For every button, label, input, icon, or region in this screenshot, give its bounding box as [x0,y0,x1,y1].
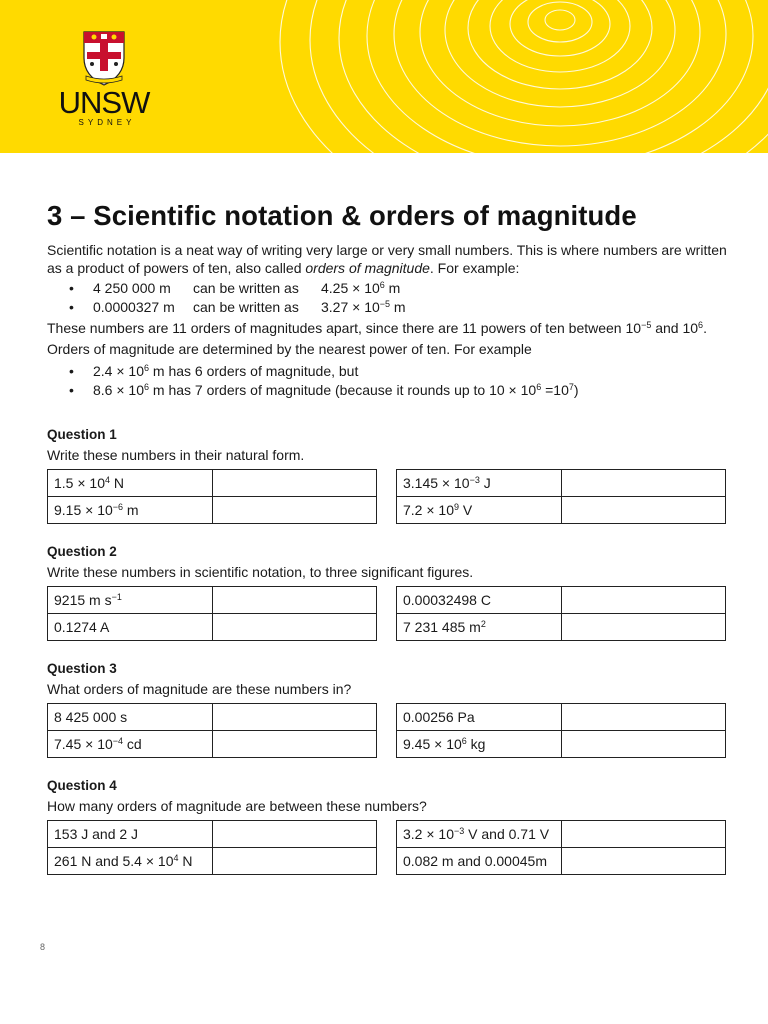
answer-cell[interactable] [561,848,726,875]
answer-table-right [396,586,726,641]
question-heading: Question 3 [47,661,117,676]
answer-cell[interactable] [561,704,726,731]
question-block [47,778,727,875]
given-value-cell: 0.1274 A [48,614,213,641]
table-row [48,497,377,524]
table-row [48,731,377,758]
unsw-crest-icon [81,30,127,86]
given-value-cell: 0.082 m and 0.00045m [397,848,562,875]
intro-paragraph: Scientific notation is a neat way of writing very large or very small numbers. This is where numbers are written as a product of powers of ten, also called orders of magnitude. For example: [47,242,727,276]
header-banner [0,0,768,153]
logo-subtitle: SYDNEY [78,118,136,127]
questions-section [47,427,727,875]
answer-cell[interactable] [212,497,377,524]
given-value-cell: 7 231 485 $m^2$ [397,614,562,641]
answer-cell[interactable] [561,587,726,614]
list-item: • $2.4 \times 10^6$ m has 6 orders of magnitude, but [47,362,727,381]
given-value-cell: $1.5 \times 10^4$ N [48,470,213,497]
answer-table-left [47,586,377,641]
list-item: • 4 250 000 m can be written as $4.25 \times 10^6$ m [47,279,727,298]
table-row [48,704,377,731]
answer-cell[interactable] [212,848,377,875]
table-row [397,497,726,524]
logo-wordmark: UNSW [58,85,150,120]
answer-cell[interactable] [212,614,377,641]
list-item: • $8.6 \times 10^6$ m has 7 orders of magnitude (because it rounds up to $10 \times 10^6 =10^7$) [47,381,727,400]
answer-tables [47,703,726,758]
table-row [397,848,726,875]
table-row [48,587,377,614]
given-value-cell: 261 N and $5.4 \times 10^4$ N [48,848,213,875]
given-value-cell: $3.2 \times 10^{-3}$ V and 0.71 V [397,821,562,848]
unsw-logo [56,30,152,127]
answer-table-left [47,703,377,758]
given-value-cell: $7.45 \times 10^{-4}$ cd [48,731,213,758]
question-prompt: How many orders of magnitude are between these numbers? [47,798,427,814]
given-value-cell: $9.45 \times 10^6$ kg [397,731,562,758]
answer-cell[interactable] [212,587,377,614]
question-prompt: What orders of magnitude are these numbers in? [47,681,352,697]
rounding-list [47,362,727,400]
answer-table-left [47,820,377,875]
table-row [48,848,377,875]
question-block [47,544,727,641]
given-value-cell: 8 425 000 s [48,704,213,731]
table-row [397,821,726,848]
answer-cell[interactable] [561,497,726,524]
given-value-cell: 153 J and 2 J [48,821,213,848]
question-prompt: Write these numbers in their natural form. [47,447,305,463]
given-value-cell: 0.00032498 C [397,587,562,614]
answer-table-right [396,703,726,758]
nearest-power-paragraph: Orders of magnitude are determined by the nearest power of ten. For example [47,341,532,357]
main-content [47,200,727,875]
magnitude-paragraph: These numbers are 11 orders of magnitudes apart, since there are 11 powers of ten between $10^{-5}$ and $10^6$. [47,320,707,336]
answer-cell[interactable] [561,614,726,641]
answer-cell[interactable] [212,821,377,848]
answer-cell[interactable] [212,704,377,731]
given-value-cell: 0.00256 Pa [397,704,562,731]
question-prompt: Write these numbers in scientific notation, to three significant figures. [47,564,474,580]
question-heading: Question 2 [47,544,117,559]
question-heading: Question 1 [47,427,117,442]
table-row [397,731,726,758]
answer-tables [47,586,726,641]
list-item: • 0.0000327 m can be written as $3.27 \times 10^{-5}$ m [47,298,727,317]
table-row [397,614,726,641]
example-list [47,279,727,317]
page-title: 3 – Scientific notation & orders of magnitude [47,200,637,231]
answer-cell[interactable] [561,731,726,758]
answer-tables [47,469,726,524]
answer-table-right [396,820,726,875]
table-row [48,614,377,641]
given-value-cell: 9215 m $s^{-1}$ [48,587,213,614]
table-row [397,470,726,497]
question-heading: Question 4 [47,778,117,793]
answer-cell[interactable] [561,821,726,848]
answer-tables [47,820,726,875]
given-value-cell: $9.15 \times 10^{-6}$ m [48,497,213,524]
answer-table-right [396,469,726,524]
answer-table-left [47,469,377,524]
given-value-cell: $7.2 \times 10^9$ V [397,497,562,524]
table-row [397,704,726,731]
answer-cell[interactable] [212,731,377,758]
table-row [397,587,726,614]
question-block [47,427,727,524]
answer-cell[interactable] [212,470,377,497]
table-row [48,470,377,497]
given-value-cell: $3.145 \times 10^{-3}$ J [397,470,562,497]
question-block [47,661,727,758]
page-number: 8 [40,942,46,952]
table-row [48,821,377,848]
answer-cell[interactable] [561,470,726,497]
